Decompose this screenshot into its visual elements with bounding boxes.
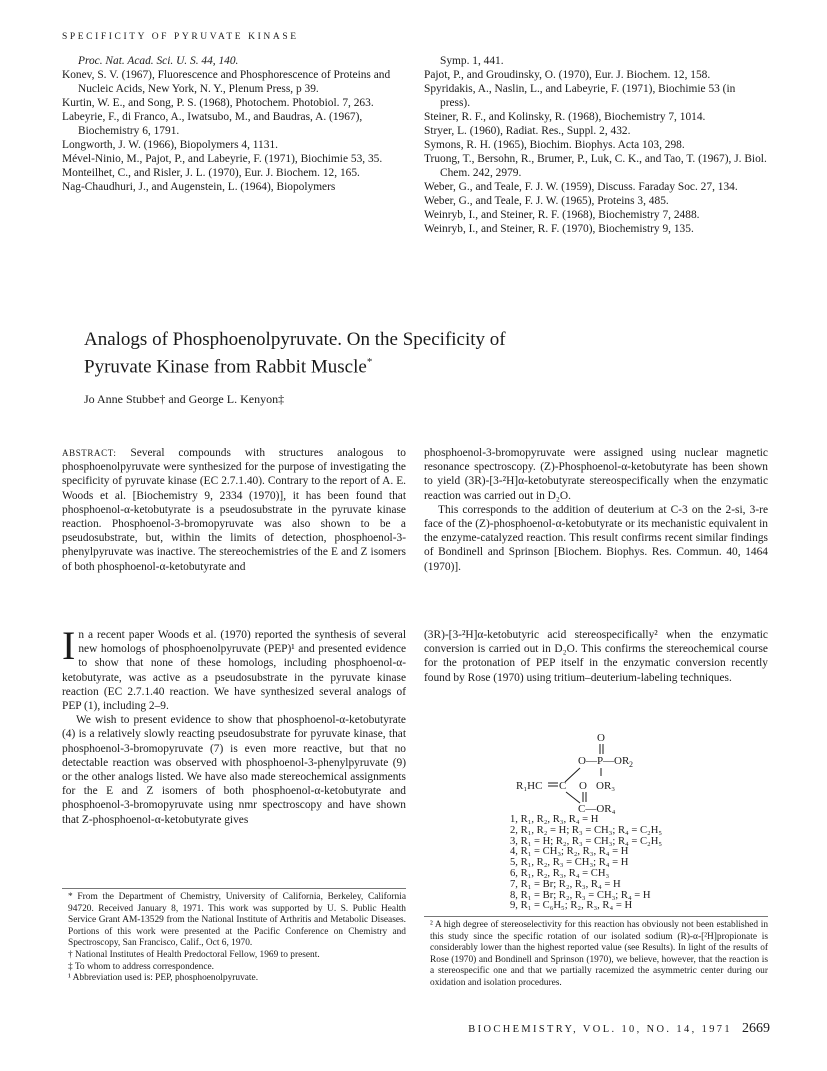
reference: Konev, S. V. (1967), Fluorescence and Phosphorescence of Proteins and Nucleic Acids, New York, N. Y., Plenum Press, p 39. — [62, 69, 391, 95]
structure-r1hc: R₁HC — [516, 780, 543, 792]
references-left — [62, 54, 406, 194]
structure-o-top: O — [597, 732, 605, 744]
reference: Steiner, R. F., and Kolinsky, R. (1968), Biochemistry 7, 1014. — [424, 111, 706, 123]
drop-cap: I — [62, 623, 76, 668]
compound-entry: 4, R₁ = CH₃; R₂, R₃, R₄ = H — [510, 846, 629, 858]
bond — [565, 768, 580, 782]
reference: Truong, T., Bersohn, R., Brumer, P., Luk, C. K., and Tao, T. (1967), J. Biol. Chem. 242, 2979. — [424, 153, 767, 179]
title-footnote-mark: * — [366, 356, 373, 368]
reference: Weber, G., and Teale, F. J. W. (1965), Proteins 3, 485. — [424, 195, 669, 207]
reference: Proc. Nat. Acad. Sci. U. S. 44, 140. — [78, 55, 239, 67]
compound-entry: 8, R₁ = Br; R₂, R₃ = CH₃; R₄ = H — [510, 889, 651, 901]
footnote: † National Institutes of Health Predoctoral Fellow, 1969 to present. — [68, 949, 320, 960]
structure-phosphate: O—P—OR — [578, 755, 630, 767]
reference: Monteilhet, C., and Risler, J. L. (1970), Eur. J. Biochem. 12, 165. — [62, 167, 360, 179]
abstract-paragraph — [62, 446, 406, 574]
abstract-right — [424, 446, 768, 574]
body-left — [62, 623, 406, 827]
body-paragraph — [62, 623, 406, 713]
compound-list — [510, 815, 730, 912]
compound-entry: 1, R₁, R₂, R₃, R₄ = H — [510, 814, 599, 825]
reference: Spyridakis, A., Naslin, L., and Labeyrie, F. (1971), Biochimie 53 (in press). — [424, 83, 736, 109]
footnote: ¹ Abbreviation used is: PEP, phosphoenolpyruvate. — [68, 973, 259, 984]
reference: Weinryb, I., and Steiner, R. F. (1968), Biochemistry 7, 2488. — [424, 209, 700, 221]
running-head: SPECIFICITY OF PYRUVATE KINASE — [62, 32, 299, 42]
body-text: n a recent paper Woods et al. (1970) reported the synthesis of several new homologs of phosphoenolpyruvate (PEP)¹ and presented evidence to show that none of these homologs, including phosphoenol-α-ketobutyrate, was active as a pseudosubstrate in the pyruvate kinase reaction (EC 2.7.1.40 reaction. We have synthesized several analogs of PEP (1), including 2–9. — [62, 629, 406, 713]
compound-entry: 3, R₁ = H; R₂, R₃ = CH₃; R₄ = C₂H₅ — [510, 835, 663, 847]
footnote: ² A high degree of stereoselectivity for this reaction has obviously not been established in this study since the specific rotation of our isolated sodium (R)-α-[²H]propionate is considerably lower than the highest reported value (see Results). In light of the results of Rose (1970) and Bondinell and Sprinson (1970), we believe, however, that the reaction is a stereospecific one and that we partially racemized the asymmetric center during our oxidation and isolation procedures. — [430, 920, 768, 988]
journal-footer — [430, 1021, 770, 1037]
reference: Weinryb, I., and Steiner, R. F. (1970), Biochemistry 9, 135. — [424, 223, 694, 235]
footnote: ‡ To whom to address correspondence. — [68, 961, 215, 972]
reference: Kurtin, W. E., and Song, P. S. (1968), Photochem. Photobiol. 7, 263. — [62, 97, 374, 109]
abstract-paragraph: phosphoenol-3-bromopyruvate were assigned using nuclear magnetic resonance spectroscopy. (Z)-Phosphoenol-α-ketobutyrate has been shown to yield (3R)-[3-²H]α-ketobutyrate stereospecifically when the enzymatic reaction was carried out in D₂O. — [424, 447, 768, 502]
reference: Stryer, L. (1960), Radiat. Res., Suppl. 2, 432. — [424, 125, 631, 137]
structure-or3: OR₃ — [596, 780, 616, 792]
title-line: Analogs of Phosphoenolpyruvate. On the Specificity of — [84, 329, 506, 350]
abstract-text: Several compounds with structures analogous to phosphoenolpyruvate were synthesized for the purpose of investigating the specificity of pyruvate kinase (EC 2.7.1.40). Contrary to the report of A. E. Woods et al. [Biochemistry 9, 2334 (1970)], it has been found that phosphoenol-α-ketobutyrate is a pseudosubstrate in the pyruvate kinase reaction. Phosphoenol-3-bromopyruvate was also shown to be a pseudosubstrate, but, within the limits of detection, phosphoenol-3-phenylpyruvate was inactive. The stereochemistries of the E and Z isomers of both phosphoenol-α-ketobutyrate and — [62, 447, 406, 573]
abstract-left — [62, 446, 406, 574]
structure-subscript: 2 — [629, 760, 633, 769]
reference: Longworth, J. W. (1966), Biopolymers 4, 1131. — [62, 139, 278, 151]
compound-entry: 6, R₁, R₂, R₃, R₄ = CH₃ — [510, 867, 610, 879]
body-paragraph: (3R)-[3-²H]α-ketobutyric acid stereospecifically² when the enzymatic conversion is carried out in D₂O. This confirms the stereochemical course for the protonation of PEP itself in the enzymatic conversion recently found by Rose (1970) using tritium–deuterium-labeling techniques. — [424, 629, 768, 684]
reference: Symp. 1, 441. — [440, 55, 504, 67]
body-right — [424, 628, 768, 685]
structure-c: C — [559, 780, 567, 792]
abstract-label: ABSTRACT: — [62, 448, 117, 458]
structure-o-mid: O — [579, 780, 587, 792]
footnote-rule-right — [424, 916, 768, 917]
footnote: * From the Department of Chemistry, University of California, Berkeley, California 94720. Received January 8, 1971. This work was supported by U. S. Public Health Service Grant AM-13529 from the National Institute of Arthritis and Metabolic Diseases. Portions of this work were presented at the Pacific Conference on Chemistry and Spectroscopy, San Francisco, Calif., Oct 6, 1970. — [68, 892, 406, 949]
structure-or4: C—OR₄ — [578, 803, 616, 815]
reference: Mével-Ninio, M., Pajot, P., and Labeyrie, F. (1971), Biochimie 53, 35. — [62, 153, 383, 165]
compound-entry: 7, R₁ = Br; R₂, R₃, R₄ = H — [510, 878, 621, 890]
footnote-right — [424, 920, 768, 990]
title-text: Pyruvate Kinase from Rabbit Muscle — [84, 356, 367, 378]
structure-drawing — [500, 730, 760, 815]
reference: Weber, G., and Teale, F. J. W. (1959), Discuss. Faraday Soc. 27, 134. — [424, 181, 738, 193]
reference: Nag-Chaudhuri, J., and Augenstein, L. (1964), Biopolymers — [62, 181, 336, 193]
title-line — [84, 351, 744, 378]
reference: Symons, R. H. (1965), Biochim. Biophys. Acta 103, 298. — [424, 139, 685, 151]
page-number: 2669 — [742, 1021, 770, 1036]
reference: Pajot, P., and Groudinsky, O. (1970), Eur. J. Biochem. 12, 158. — [424, 69, 711, 81]
abstract-paragraph: This corresponds to the addition of deuterium at C-3 on the 2-si, 3-re face of the (Z)-phosphoenol-α-ketobutyrate or its mechanistic equivalent in the enzyme-catalyzed reaction. This result confirms recent similar findings of Bondinell and Sprinson [Biochem. Biophys. Res. Commun. 40, 1464 (1970)]. — [424, 503, 768, 573]
references-right — [424, 54, 768, 236]
journal-citation: BIOCHEMISTRY, VOL. 10, NO. 14, 1971 — [468, 1024, 732, 1035]
authors: Jo Anne Stubbe† and George L. Kenyon‡ — [84, 392, 285, 406]
compound-entry: 9, R₁ = C₆H₅; R₂, R₃, R₄ = H — [510, 900, 633, 912]
body-paragraph: We wish to present evidence to show that phosphoenol-α-ketobutyrate (4) is a relatively slowly reacting pseudosubstrate for pyruvate kinase, that phosphoenol-3-bromopyruvate (7) is even more reactive, but that no detectable reaction was observed with phosphoenol-3-phenylpyruvate (9) or the other analogs listed. We have also made stereochemical assignments for the E and Z isomers of both phosphoenol-α-ketobutyrate and phosphoenol-3-bromopyruvate using nmr spectroscopy and have shown that Z-phosphoenol-α-ketobutyrate gives — [62, 714, 406, 826]
article-title — [84, 328, 744, 378]
reference: Labeyrie, F., di Franco, A., Iwatsubo, M., and Baudras, A. (1967), Biochemistry 6, 1791. — [62, 111, 363, 137]
footnote-rule-left — [62, 888, 406, 889]
compound-entry: 5, R₁, R₂, R₃ = CH₃; R₄ = H — [510, 857, 629, 869]
footnotes-left — [62, 892, 406, 985]
bond — [566, 792, 580, 803]
chemical-structure — [500, 730, 760, 820]
compound-entry: 2, R₁, R₂ = H; R₃ = CH₃; R₄ = C₂H₅ — [510, 824, 663, 836]
